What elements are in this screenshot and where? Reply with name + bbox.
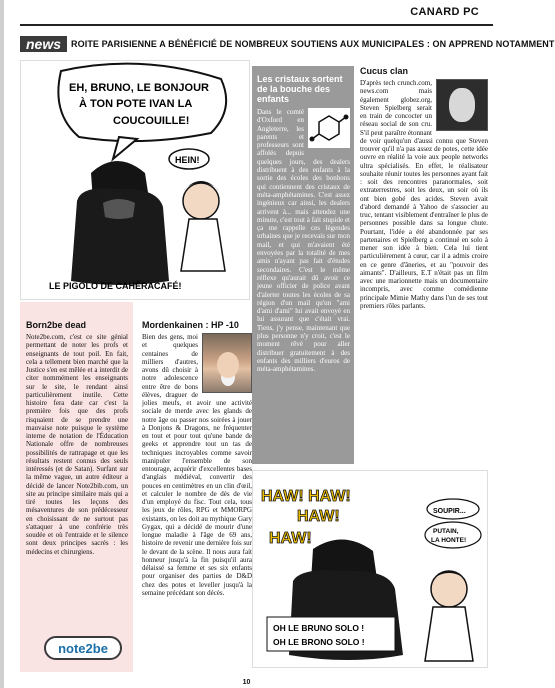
article-cucus-title: Cucus clan — [360, 66, 409, 76]
bubble-soupir: SOUPIR... — [433, 508, 466, 515]
molecule-icon — [308, 108, 350, 148]
bubble-bruno-line1: EH, BRUNO, LE BONJOUR — [69, 82, 209, 94]
spielberg-photo — [436, 79, 488, 131]
article-born2be — [20, 302, 133, 672]
article-crystals — [252, 66, 354, 464]
bubble-hein: HEIN! — [175, 155, 200, 165]
news-bar — [20, 36, 555, 52]
article-mordenkainen-title: Mordenkainen : HP -10 — [142, 320, 239, 330]
cartoon-top-caption: LE PIGOLO DE CAHÉRACAFÉ! — [49, 281, 182, 291]
bottom-caption-line2: OH LE BRONO SOLO ! — [273, 637, 365, 647]
cartoon-vador-bottom — [252, 470, 488, 668]
cartoon-vador-top — [20, 60, 250, 300]
article-born2be-body: Note2be.com, c'est ce site génial permettant de noter les profs et enseignants de tout poil. En fait, cela a tellement bien marché que la Justice s'en est mêlée et a interdit de citer nommément les enseignants sur le site, le rendant ainsi particulièrement inutile. Cette histoire fera date car c'est la première fois que des profs risquaient de se prendre une mauvaise note puisque le système interne de notation de l'Éducation Nationale offre de nombreuses possibilités de rattrapage et que les résultats restent connus des seuls intéressés (et de Satan). Surfant sur la même vague, un autre éditeur a décidé de lancer Note2bib.com, un site au principe similaire mais qui a tiré toutes les leçons des mésaventures de son prédécesseur en choisissant de ne surtout pas s'attaquer à une confrérie très soudée et où l'entraide et le silence sont deux principes sacrés : les médecins et chirurgiens. — [26, 333, 128, 556]
bottom-caption-line1: OH LE BRUNO SOLO ! — [273, 623, 365, 633]
cartoon-bottom-drawing — [253, 471, 489, 669]
bubble-bruno-line3: COUCOUILLE! — [113, 115, 190, 127]
article-mordenkainen — [138, 302, 252, 672]
cartoon-drawing — [21, 61, 251, 301]
haw-1: HAW! HAW! — [261, 488, 351, 505]
article-crystals-title: Les cristaux sortent de la bouche des enfants — [257, 74, 343, 104]
magazine-title: CANARD PC — [410, 6, 479, 18]
haw-3: HAW! — [269, 530, 312, 547]
news-tag: news — [20, 36, 67, 52]
bubble-putain: PUTAIN, — [433, 528, 459, 535]
header-rule — [20, 24, 493, 26]
article-mordenkainen-body: Bien des gens, moi et quelques centaines de milliers d'autres, avons dû choisir à notre adolescence entre être de bons élèves, draguer de jolies meufs, et avoir une activité sociale de merde avec les glands de notre âge ou passer nos soirées à jouer à Donjons & Dragons, ne fréquenter en tout et pour tout qu'une bande de geeks et apprendre tout un tas de techniques incroyables comme savoir manipuler l'ensemble de son entourage, acquérir d'excellentes bases d'anglais médiéval, convertir des pouces en centimètres en un clin d'œil, et calculer le nombre de dés de vie d'un employé du fisc. Tout cela, tous les jeux de rôles, RPG et MMORPG existants, on les doit au mythique Gary Gygax, qui a décidé de mourir d'une longue maladie à l'âge de 69 ans, histoire de revenir une dernière fois sur le devant de la scène. Il nous aura fait honneur jusqu'à la fin puisqu'il aura délaissé sa femme et ses six enfants pour organiser des parties de D&D chez des potes et leveller jusqu'à la semaine précédant son décès. — [142, 333, 253, 597]
haw-2: HAW! — [297, 508, 340, 525]
gygax-photo — [202, 333, 252, 393]
bubble-bruno-line2: À TON POTE IVAN LA — [79, 98, 193, 110]
bubble-la-honte: LA HONTE! — [431, 537, 467, 544]
page-edge — [0, 0, 4, 688]
article-born2be-title: Born2be dead — [26, 320, 87, 330]
note2be-logo: note2be — [44, 636, 122, 660]
news-headline: ROITE PARISIENNE A BÉNÉFICIÉ DE NOMBREUX SOUTIENS AUX MUNICIPALES : ON APPREND NOTAMMENT — [71, 39, 555, 49]
article-cucus-clan — [358, 66, 488, 466]
page-number: 10 — [242, 679, 251, 686]
article-crystals-body: Dans le comté d'Oxford en Angleterre, les parents et professeurs sont affolés depuis quelques jours, des dealers distribuent à des enfants à la sortie des écoles des bonbons qui contiennent des cristaux de méta-amphétamines. C'est assez ingénieux car ainsi, les dealers arrivent à... mais attendez une minute, c'est tout à fait stupide et ça me rappelle ces légendes urbaines que je recevais sur mon mail, et qui m'avaient été envoyées par la totalité de mes amis n'ayant pas fait d'études secondaires. C'est le même réflexe qu'aurait dû avoir ce jeune officier de police avant d'alerter toutes les écoles de sa région d'un mail qu'un "ami d'ami d'ami" lui avait envoyé en lui assurant que c'était vrai. Tiens, j'y pense, maintenant que plus personne n'y croit, c'est le moment rêvé pour aller distribuer gratuitement à des enfants des milliers d'euros de méta-amphétamines. — [257, 108, 350, 374]
article-cucus-body: D'après tech crunch.com, news.com mais également globez.org, Steven Spielberg serait en train de concocter un réseau social de son cru. S'il peut paraître étonnant de voir quelqu'un d'aussi connu que Steven trouver qu'il n'a pas assez de potes, cette idée ouvre en réalité la voie aux people networks ultra spécialisés. En effet, le réalisateur souhaite réunir toutes les personnes ayant fait : soit des rencontres paranormales, soit extraterrestres, soit les deux, un soir où ils ont bien gobé des acides. Steven avait d'abord demandé à Yahoo de s'associer au truc, tentant visiblement d'entraîner le plus de personnes possible dans sa longue chute. Pourtant, l'idée a été abandonnée par ses partenaires et Spielberg a continué en solo à mener son idée à bien. Cela lui tient particulièrement à cœur, car il a admis croire en ce genre d'âneries, et au "pouvoir des aimants". D'ailleurs, E.T n'était pas un film avec une marionnette mais un documentaire incompris, avec comme comédienne principale Mimie Mathy dans l'un de ses tout premiers rôles parlants. — [360, 79, 488, 310]
